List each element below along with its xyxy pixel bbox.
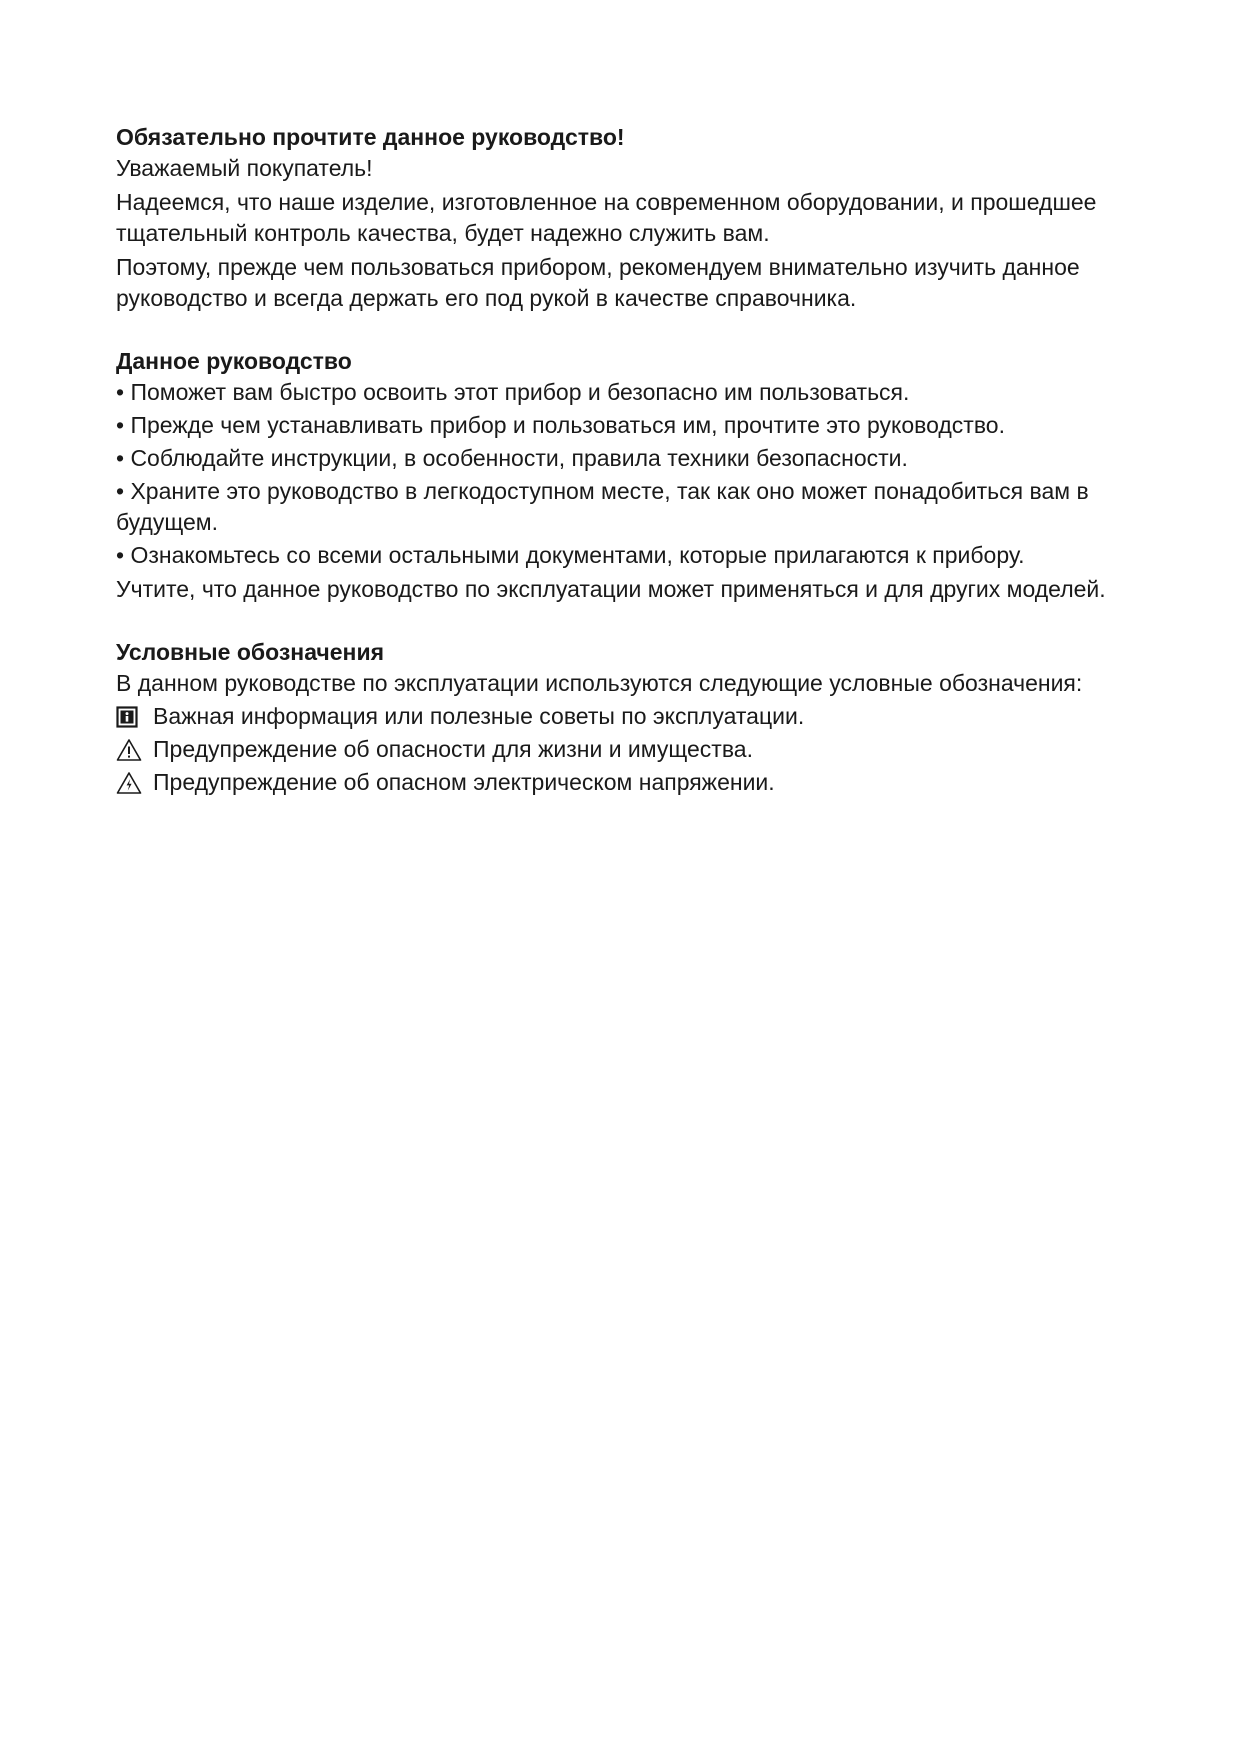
manual-note: Учтите, что данное руководство по эксплуатации может применяться и для других моделей. — [116, 576, 1106, 602]
info-icon — [116, 705, 142, 729]
legend-intro: В данном руководстве по эксплуатации используются следующие условные обозначения: — [116, 670, 1083, 696]
legend-item-warning — [116, 734, 1126, 765]
manual-bullet: • Храните это руководство в легкодоступном месте, так как оно может понадобиться вам в будущем. — [116, 478, 1089, 535]
electric-warning-icon — [116, 771, 142, 795]
warning-icon — [116, 738, 142, 762]
legend-item-text: Важная информация или полезные советы по эксплуатации. — [153, 703, 805, 729]
manual-bullet: • Ознакомьтесь со всеми остальными документами, которые прилагаются к прибору. — [116, 542, 1025, 568]
intro-paragraph-1: Надеемся, что наше изделие, изготовленное на современном оборудовании, и прошедшее тщательный контроль качества, будет надежно служить вам. — [116, 189, 1097, 246]
manual-bullet: • Поможет вам быстро освоить этот прибор и безопасно им пользоваться. — [116, 379, 910, 405]
manual-heading: Данное руководство — [116, 348, 352, 374]
legend-section — [116, 637, 1126, 798]
legend-item-text: Предупреждение об опасном электрическом напряжении. — [153, 769, 775, 795]
manual-bullet: • Прежде чем устанавливать прибор и пользоваться им, прочтите это руководство. — [116, 412, 1005, 438]
intro-section — [116, 122, 1126, 314]
manual-section — [116, 346, 1126, 605]
intro-heading: Обязательно прочтите данное руководство! — [116, 124, 625, 150]
manual-bullet: • Соблюдайте инструкции, в особенности, правила техники безопасности. — [116, 445, 908, 471]
legend-heading: Условные обозначения — [116, 639, 385, 665]
document-page — [116, 122, 1126, 798]
greeting: Уважаемый покупатель! — [116, 155, 373, 181]
legend-item-electric-warning — [116, 767, 1126, 798]
legend-item-text: Предупреждение об опасности для жизни и имущества. — [153, 736, 753, 762]
legend-item-info — [116, 701, 1126, 732]
intro-paragraph-2: Поэтому, прежде чем пользоваться прибором, рекомендуем внимательно изучить данное руководство и всегда держать его под рукой в качестве справочника. — [116, 254, 1080, 311]
